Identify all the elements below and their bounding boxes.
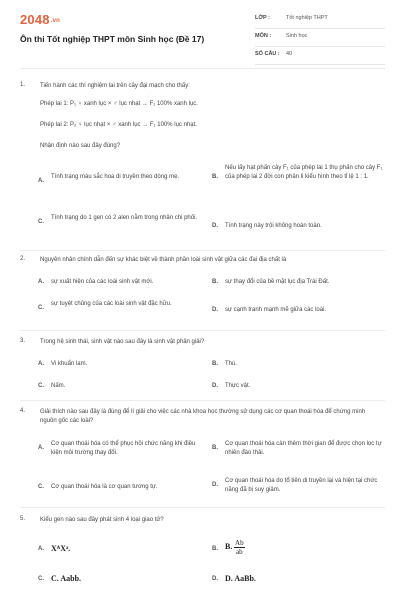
divider	[20, 330, 385, 331]
question-2-option-d[interactable]: D. sự cạnh tranh mạnh mẽ giữa các loài.	[212, 307, 327, 313]
divider	[20, 68, 385, 69]
meta-count: SỐ CÂU : 40	[255, 46, 385, 65]
question-1-cross-2: Phép lai 2: P₂ ♀ lục nhạt × ♂ xanh lục → F₁ 100% lục nhạt.	[40, 122, 197, 128]
genotype-fraction: $\frac{Ab}{ab}$	[235, 539, 244, 556]
question-1-option-b[interactable]: B. Nếu lấy hạt phấn cây F₁ của phép lai 1 thụ phấn cho cây F₁ của phép lai 2 đời con phân li kiểu hình theo tỉ lệ 1 : 1.	[212, 165, 383, 180]
question-1-prompt: Nhận định nào sau đây đúng?	[40, 143, 121, 149]
exam-title: Ôn thi Tốt nghiệp THPT môn Sinh học (Đề 17)	[20, 34, 205, 44]
meta-subject: MÔN : Sinh học	[255, 28, 385, 47]
divider	[20, 507, 385, 508]
question-3-option-a[interactable]: A. Vi khuẩn lam.	[38, 361, 88, 367]
question-4-option-c[interactable]: C. Cơ quan thoái hóa là cơ quan tương tự.	[38, 484, 158, 490]
question-3-option-b[interactable]: B. Thú.	[212, 361, 238, 367]
question-4-option-b[interactable]: B. Cơ quan thoái hóa càn thêm thời gian để được chọn lọc tự nhiên đào thải.	[212, 441, 382, 456]
question-5-option-a[interactable]: A. XᴬXᵃ.	[38, 544, 71, 553]
meta-class: LỚP : Tốt nghiệp THPT	[255, 10, 385, 29]
question-2-option-c[interactable]: C. sự tuyệt chủng của các loài sinh vật đặc hữu.	[38, 301, 172, 311]
question-1-option-a[interactable]: A. Tính trạng màu sắc hoa di truyền theo dòng mẹ.	[38, 174, 180, 184]
question-1-option-d[interactable]: D. Tính trạng này trội không hoàn toàn.	[212, 223, 322, 229]
question-1-option-c[interactable]: C. Tính trạng do 1 gen có 2 alen nằm trong nhân chi phối.	[38, 215, 198, 225]
question-5-option-d[interactable]: D. D. AaBb.	[212, 574, 256, 583]
question-4-option-d[interactable]: D. Cơ quan thoái hóa do tổ tiên di truyền lại và hiện tại chức năng đã bị suy giảm.	[212, 478, 378, 493]
divider	[20, 400, 385, 401]
header	[0, 0, 400, 62]
divider	[20, 250, 385, 251]
question-4-option-a[interactable]: A. Cơ quan thoái hóa có thể phục hồi chức năng khi điều kiện môi trường thay đổi.	[38, 441, 196, 456]
question-2-option-a[interactable]: A. sự xuất hiện của các loài sinh vật mới.	[38, 279, 154, 285]
question-2-option-b[interactable]: B. sự thay đổi của bề mặt lục địa Trái Đất.	[212, 279, 330, 285]
question-3-option-c[interactable]: C. Nấm.	[38, 383, 66, 389]
question-1-cross-1: Phép lai 1: P₁ ♀ xanh lục × ♂ lục nhạt → F₁ 100% xanh lục.	[40, 101, 198, 107]
site-logo[interactable]: 2048.vn	[20, 12, 61, 27]
option-b-prefix: B.	[225, 542, 233, 552]
question-5-option-c[interactable]: C. C. Aabb.	[38, 574, 82, 583]
question-5-option-b[interactable]: B. B. $\frac{Ab}{ab}$	[212, 539, 244, 556]
question-3-option-d[interactable]: D. Thực vật.	[212, 383, 251, 389]
